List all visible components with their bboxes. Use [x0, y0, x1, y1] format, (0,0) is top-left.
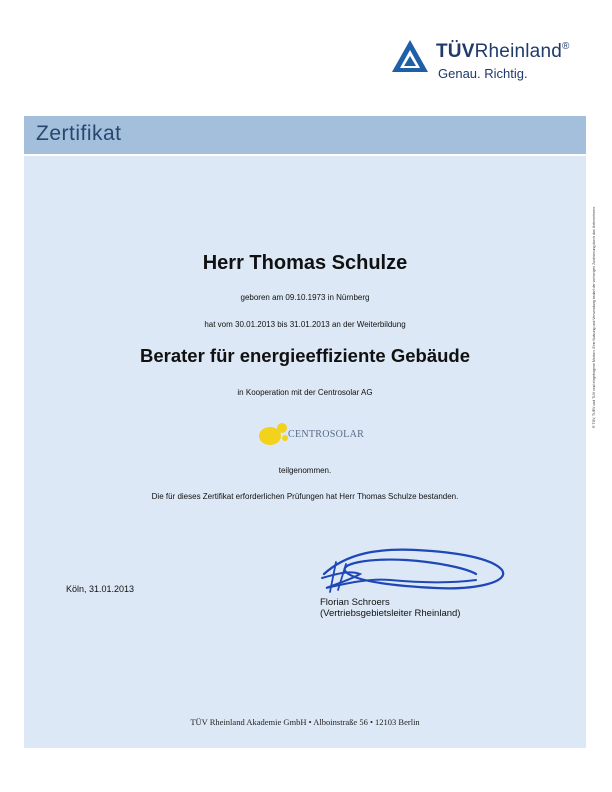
- place-date: Köln, 31.01.2013: [66, 584, 135, 594]
- signer-block: [320, 597, 460, 619]
- brand-tagline: Genau. Richtig.: [438, 66, 528, 81]
- exam-statement: Die für dieses Zertifikat erforderlichen Prüfungen hat Herr Thomas Schulze bestanden.: [151, 492, 459, 501]
- course-title: Berater für energieeffiziente Gebäude: [139, 345, 470, 366]
- brand-name: [436, 41, 570, 63]
- certificate-header-band: [24, 116, 586, 154]
- period-line: hat vom 30.01.2013 bis 31.01.2013 an der Weiterbildung: [204, 320, 406, 329]
- footer-address: TÜV Rheinland Akademie GmbH • Alboinstraße 56 • 12103 Berlin: [190, 717, 420, 727]
- participated-text: teilgenommen.: [278, 466, 332, 475]
- registered-mark: ®: [561, 41, 570, 52]
- tuv-rheinland-logo: [390, 36, 590, 86]
- certificate-title: Zertifikat: [36, 122, 122, 145]
- centrosolar-wordmark: CENTROSOLAR: [288, 429, 365, 440]
- cooperation-line: in Kooperation mit der Centrosolar AG: [237, 388, 373, 397]
- certificate-panel: [24, 156, 586, 748]
- centrosolar-logo: [256, 420, 366, 450]
- tuv-triangle-icon: [390, 38, 430, 74]
- signer-name: Florian Schroers: [320, 597, 390, 608]
- trademark-note: ® TÜV, TUEV und TUV sind eingetragene Marken. Eine Nutzung und Verwendung bedarf der vorherigen Zustimmung durch das Unternehmen.: [592, 206, 596, 428]
- recipient-name: Herr Thomas Schulze: [202, 252, 408, 274]
- birth-line: geboren am 09.10.1973 in Nürnberg: [240, 293, 370, 302]
- signer-role: (Vertriebsgebietsleiter Rheinland): [320, 608, 461, 619]
- brand-name-bold: TÜV: [436, 41, 475, 62]
- brand-name-regular: Rheinland: [474, 41, 562, 62]
